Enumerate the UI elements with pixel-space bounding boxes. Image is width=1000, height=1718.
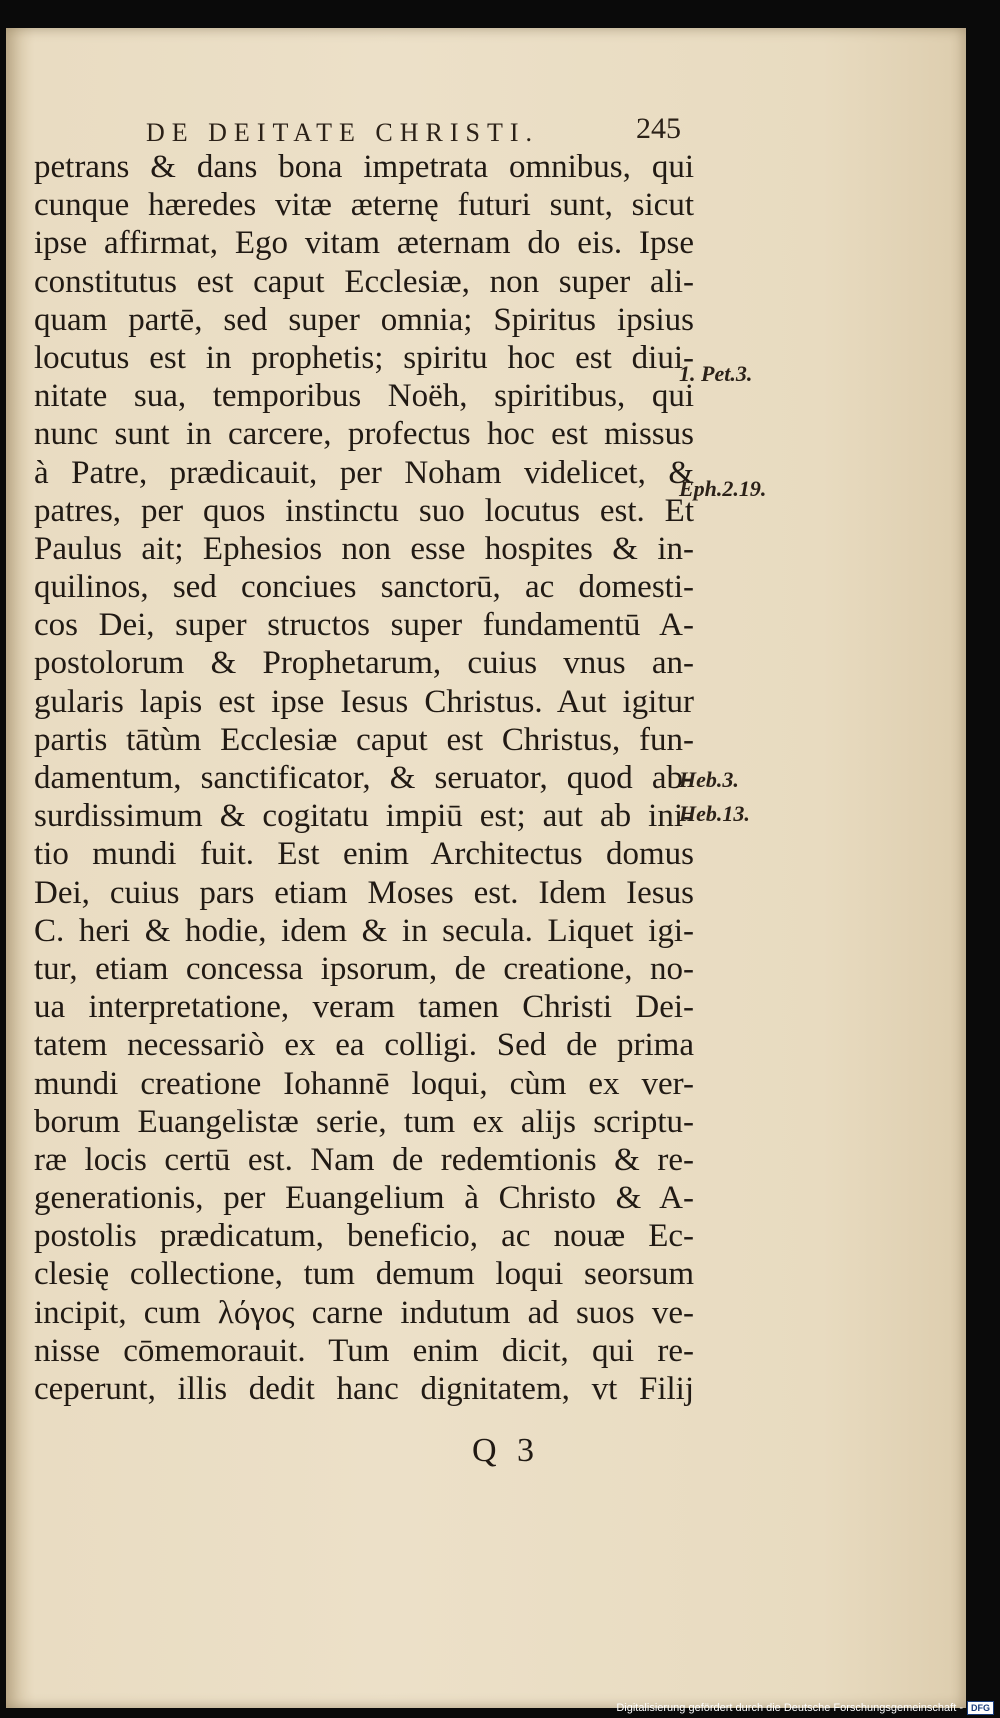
text-line: quilinos, sed conciues sanctorū, ac domesti-: [34, 569, 694, 606]
text-line: ua interpretatione, veram tamen Christi Dei-: [34, 989, 694, 1026]
text-line: tatem necessariò ex ea colligi. Sed de prima: [34, 1027, 694, 1064]
dfg-logo-icon: DFG: [967, 1701, 994, 1715]
running-title: DE DEITATE CHRISTI.: [146, 118, 540, 147]
body-text: [34, 148, 694, 1408]
text-line: tur, etiam concessa ipsorum, de creatione, no-: [34, 950, 694, 987]
text-line: C. heri & hodie, idem & in secula. Liquet igi-: [34, 912, 694, 949]
text-line: generationis, per Euangelium à Christo & A-: [34, 1180, 694, 1217]
text-line: damentum, sanctificator, & seruator, quod ab-: [34, 760, 694, 796]
book-page: [6, 28, 966, 1708]
text-line: postolorum & Prophetarum, cuius vnus an-: [34, 645, 694, 682]
margin-note-heb13: Heb.13.: [679, 801, 750, 826]
text-line: partis tātùm Ecclesiæ caput est Christus, fun-: [34, 721, 694, 758]
text-line: mundi creatione Iohannē loqui, cùm ex ver-: [34, 1065, 694, 1102]
text-line: locutus est in prophetis; spiritu hoc est diui-: [34, 339, 694, 376]
text-line: clesię collectione, tum demum loqui seorsum: [34, 1256, 694, 1293]
text-line: petrans & dans bona impetrata omnibus, qui: [34, 149, 694, 185]
text-line: cos Dei, super structos super fundamentū A-: [34, 607, 694, 644]
text-line: Dei, cuius pars etiam Moses est. Idem Iesus: [34, 874, 694, 911]
text-line: constitutus est caput Ecclesiæ, non super ali-: [34, 263, 694, 300]
margin-note-heb3: Heb.3.: [679, 767, 739, 792]
text-line: postolis prædicatum, beneficio, ac nouæ Ec-: [34, 1218, 694, 1255]
text-line: à Patre, prædicauit, per Noham videlicet, &: [34, 454, 694, 491]
text-line: ipse affirmat, Ego vitam æternam do eis. Ipse: [34, 225, 694, 262]
text-line: nisse cōmemorauit. Tum enim dicit, qui re-: [34, 1332, 694, 1369]
text-line: nunc sunt in carcere, profectus hoc est missus: [34, 416, 694, 453]
text-line: cunque hæredes vitæ æternę futuri sunt, sicut: [34, 187, 694, 224]
signature-mark: Q 3: [472, 1432, 541, 1469]
text-line: quam partē, sed super omnia; Spiritus ipsius: [34, 301, 694, 338]
text-line: ceperunt, illis dedit hanc dignitatem, vt Filij: [34, 1371, 694, 1407]
funding-credit-text: Digitalisierung gefördert durch die Deutsche Forschungsgemeinschaft -: [616, 1702, 963, 1714]
text-line: tio mundi fuit. Est enim Architectus domus: [34, 836, 694, 873]
text-line: ræ locis certū est. Nam de redemtionis & re-: [34, 1141, 694, 1178]
text-line: Paulus ait; Ephesios non esse hospites & in-: [34, 530, 694, 567]
margin-note-eph: Eph.2.19.: [679, 476, 767, 501]
text-line: patres, per quos instinctu suo locutus est. Et: [34, 492, 694, 529]
page-number: 245: [636, 112, 681, 145]
funding-credit-bar: [616, 1700, 994, 1716]
text-line: surdissimum & cogitatu impiū est; aut ab ini-: [34, 798, 694, 835]
text-line: gularis lapis est ipse Iesus Christus. Aut igitur: [34, 683, 694, 720]
text-line: incipit, cum λόγος carne indutum ad suos ve-: [34, 1294, 694, 1331]
text-line: nitate sua, temporibus Noëh, spiritibus, qui: [34, 378, 694, 415]
text-line: borum Euangelistæ serie, tum ex alijs scriptu-: [34, 1103, 694, 1140]
margin-note-pet: 1. Pet.3.: [679, 361, 753, 386]
